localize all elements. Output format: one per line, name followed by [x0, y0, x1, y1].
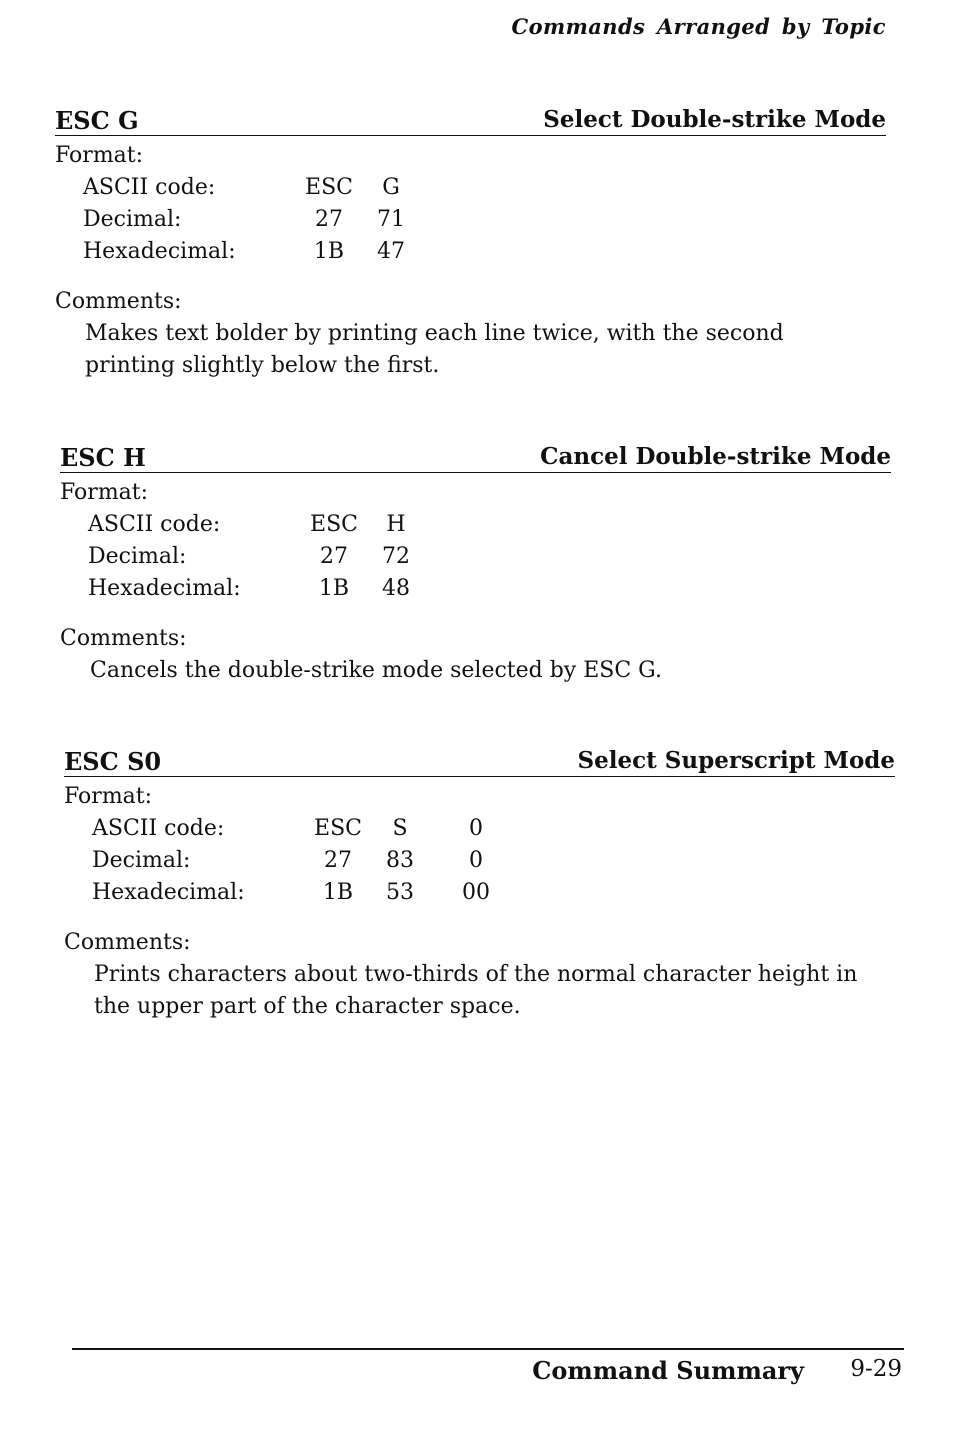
code-row-hex	[88, 573, 891, 605]
code-table	[88, 509, 891, 605]
code-value: 53	[386, 880, 414, 905]
section-esc-h	[60, 440, 891, 687]
code-value: G	[382, 175, 400, 200]
comment-text: Prints characters about two-thirds of the normal character height in the upper part of the character space.	[94, 962, 858, 1019]
code-row-hex	[92, 877, 895, 909]
code-value: ESC	[305, 175, 353, 200]
code-row-decimal	[92, 845, 895, 877]
code-row-ascii	[83, 172, 886, 204]
format-label: Format:	[55, 143, 144, 168]
command-name: ESC S0	[64, 747, 162, 776]
code-value: 27	[320, 544, 348, 569]
comments-label: Comments:	[55, 289, 182, 314]
row-label: ASCII code:	[92, 816, 225, 841]
comments-label: Comments:	[64, 930, 191, 955]
code-value: 00	[462, 880, 490, 905]
page-footer	[72, 1348, 904, 1385]
row-label: Hexadecimal:	[92, 880, 245, 905]
code-value: 71	[377, 207, 405, 232]
code-value: 0	[469, 848, 483, 873]
code-value: ESC	[310, 512, 358, 537]
code-value: H	[386, 512, 406, 537]
row-label: Hexadecimal:	[88, 576, 241, 601]
command-title: Select Superscript Mode	[577, 747, 895, 774]
row-label: Decimal:	[92, 848, 191, 873]
code-value: 72	[382, 544, 410, 569]
section-esc-g	[55, 103, 886, 382]
comment-text: Cancels the double-strike mode selected by ESC G.	[90, 658, 662, 683]
row-label: ASCII code:	[88, 512, 221, 537]
section-esc-s0	[64, 744, 895, 1023]
code-value: 1B	[313, 239, 345, 264]
running-head: Commands Arranged by Topic	[511, 14, 886, 39]
code-value: 47	[377, 239, 405, 264]
command-title: Cancel Double-strike Mode	[540, 443, 891, 470]
code-value: 0	[469, 816, 483, 841]
format-label: Format:	[64, 784, 153, 809]
section-header	[55, 103, 886, 136]
code-row-ascii	[88, 509, 891, 541]
row-label: Decimal:	[88, 544, 187, 569]
code-row-hex	[83, 236, 886, 268]
code-row-decimal	[83, 204, 886, 236]
code-row-ascii	[92, 813, 895, 845]
code-value: 1B	[318, 576, 350, 601]
command-name: ESC G	[55, 106, 139, 135]
comment-text: Makes text bolder by printing each line twice, with the second printing slightly below the first.	[85, 321, 784, 378]
code-table	[92, 813, 895, 909]
format-label: Format:	[60, 480, 149, 505]
section-header	[64, 744, 895, 777]
code-value: ESC	[314, 816, 362, 841]
code-value: 1B	[322, 880, 354, 905]
section-header	[60, 440, 891, 473]
row-label: Decimal:	[83, 207, 182, 232]
footer-title: Command Summary	[532, 1356, 804, 1385]
code-value: 27	[324, 848, 352, 873]
code-value: 48	[382, 576, 410, 601]
comments-label: Comments:	[60, 626, 187, 651]
row-label: ASCII code:	[83, 175, 216, 200]
command-name: ESC H	[60, 443, 146, 472]
code-value: 27	[315, 207, 343, 232]
command-title: Select Double-strike Mode	[543, 106, 886, 133]
code-value: S	[392, 816, 408, 841]
code-table	[83, 172, 886, 268]
code-row-decimal	[88, 541, 891, 573]
row-label: Hexadecimal:	[83, 239, 236, 264]
code-value: 83	[386, 848, 414, 873]
page-number: 9-29	[850, 1356, 902, 1382]
